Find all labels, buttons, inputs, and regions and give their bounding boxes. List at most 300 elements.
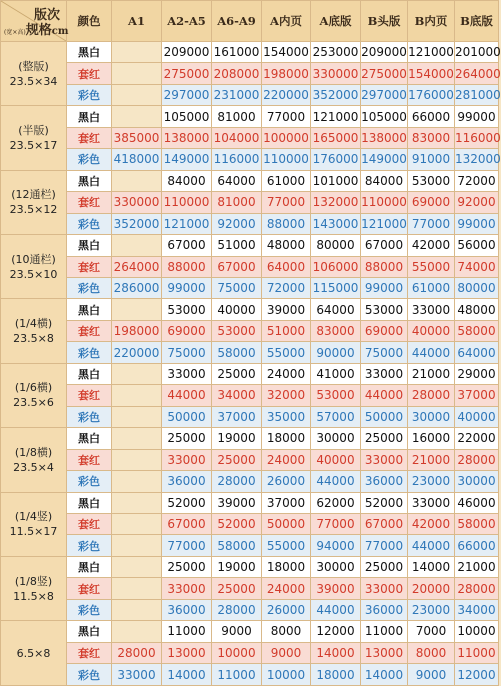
price-cell: 26000	[262, 599, 311, 620]
price-cell: 36000	[162, 471, 212, 492]
price-cell: 57000	[311, 406, 361, 427]
price-cell: 29000	[455, 363, 499, 384]
price-cell: 165000	[311, 127, 361, 148]
size-name: (1/8横)	[14, 445, 53, 459]
table-row	[1, 256, 499, 277]
color-type-cell: 套红	[67, 127, 112, 148]
color-type-cell: 套红	[67, 256, 112, 277]
price-cell: 53000	[408, 170, 455, 191]
color-type-cell: 套红	[67, 385, 112, 406]
price-cell: 18000	[311, 664, 361, 686]
price-cell: 143000	[311, 213, 361, 234]
price-cell: 21000	[408, 449, 455, 470]
table-row	[1, 192, 499, 213]
price-cell-a1	[112, 449, 162, 470]
size-cell	[1, 428, 67, 492]
table-row	[1, 320, 499, 341]
price-cell: 41000	[311, 363, 361, 384]
color-type-cell: 彩色	[67, 84, 112, 105]
price-cell: 58000	[455, 513, 499, 534]
price-cell: 77000	[361, 535, 408, 556]
price-cell: 297000	[162, 84, 212, 105]
price-cell-a1: 352000	[112, 213, 162, 234]
price-cell: 77000	[408, 213, 455, 234]
price-cell: 61000	[262, 170, 311, 191]
price-cell: 58000	[455, 320, 499, 341]
price-cell: 281000	[455, 84, 499, 105]
price-cell: 64000	[212, 170, 262, 191]
color-type-cell: 黑白	[67, 363, 112, 384]
price-cell: 12000	[311, 621, 361, 642]
price-cell: 72000	[262, 277, 311, 298]
price-cell: 46000	[455, 492, 499, 513]
price-cell: 40000	[455, 406, 499, 427]
price-cell: 28000	[455, 449, 499, 470]
price-cell: 110000	[361, 192, 408, 213]
color-type-cell: 黑白	[67, 106, 112, 127]
price-cell: 19000	[212, 428, 262, 449]
table-row	[1, 578, 499, 599]
price-cell-a1	[112, 428, 162, 449]
price-cell: 69000	[361, 320, 408, 341]
color-type-cell: 彩色	[67, 406, 112, 427]
price-cell: 14000	[408, 556, 455, 577]
price-cell: 67000	[162, 513, 212, 534]
table-row	[1, 449, 499, 470]
price-cell: 25000	[212, 363, 262, 384]
price-cell: 101000	[311, 170, 361, 191]
price-cell: 121000	[162, 213, 212, 234]
price-cell: 77000	[311, 513, 361, 534]
table-row	[1, 170, 499, 191]
price-cell: 33000	[361, 449, 408, 470]
color-type-cell: 黑白	[67, 556, 112, 577]
color-type-cell: 彩色	[67, 213, 112, 234]
size-cell	[1, 42, 67, 106]
price-cell: 154000	[408, 63, 455, 84]
price-cell: 24000	[262, 449, 311, 470]
price-cell: 9000	[262, 642, 311, 663]
corner-small-label: (宽×高)	[4, 29, 26, 36]
price-cell: 25000	[361, 428, 408, 449]
color-type-cell: 黑白	[67, 492, 112, 513]
size-cell	[1, 621, 67, 686]
price-cell: 80000	[311, 235, 361, 256]
col-header-color: 颜色	[67, 1, 112, 42]
price-cell: 80000	[455, 277, 499, 298]
color-type-cell: 黑白	[67, 428, 112, 449]
price-cell: 67000	[212, 256, 262, 277]
price-cell: 10000	[262, 664, 311, 686]
table-row	[1, 213, 499, 234]
price-cell: 69000	[162, 320, 212, 341]
price-cell-a1	[112, 63, 162, 84]
price-cell: 138000	[162, 127, 212, 148]
price-cell: 75000	[162, 342, 212, 363]
price-cell: 330000	[311, 63, 361, 84]
size-cell	[1, 170, 67, 234]
price-cell: 39000	[262, 299, 311, 320]
size-dimensions: 23.5×12	[9, 203, 58, 217]
price-cell: 116000	[455, 127, 499, 148]
price-cell: 75000	[212, 277, 262, 298]
price-cell: 64000	[311, 299, 361, 320]
price-cell: 48000	[455, 299, 499, 320]
table-row	[1, 621, 499, 642]
price-cell: 10000	[455, 621, 499, 642]
col-header-a6-a9: A6-A9	[212, 1, 262, 42]
price-cell: 35000	[262, 406, 311, 427]
size-cell	[1, 492, 67, 556]
price-cell: 33000	[361, 578, 408, 599]
price-cell: 99000	[455, 213, 499, 234]
price-cell-a1	[112, 106, 162, 127]
price-cell-a1	[112, 471, 162, 492]
price-cell: 14000	[361, 664, 408, 686]
size-name: (12通栏)	[11, 188, 56, 202]
price-cell: 30000	[408, 406, 455, 427]
price-cell: 352000	[311, 84, 361, 105]
price-cell: 21000	[408, 363, 455, 384]
price-cell: 25000	[162, 428, 212, 449]
color-type-cell: 彩色	[67, 535, 112, 556]
price-cell: 88000	[162, 256, 212, 277]
price-cell: 67000	[361, 513, 408, 534]
price-cell-a1: 198000	[112, 320, 162, 341]
price-cell: 209000	[361, 42, 408, 63]
price-cell: 201000	[455, 42, 499, 63]
table-row	[1, 106, 499, 127]
size-name: (10通栏)	[11, 252, 56, 266]
price-cell: 13000	[361, 642, 408, 663]
price-cell-a1	[112, 513, 162, 534]
price-cell-a1	[112, 578, 162, 599]
price-cell: 20000	[408, 578, 455, 599]
color-type-cell: 彩色	[67, 471, 112, 492]
price-cell: 11000	[212, 664, 262, 686]
corner-bottom-label	[4, 19, 68, 38]
price-cell: 11000	[162, 621, 212, 642]
color-type-cell: 套红	[67, 642, 112, 663]
price-cell: 25000	[212, 578, 262, 599]
price-cell: 14000	[162, 664, 212, 686]
price-cell: 94000	[311, 535, 361, 556]
price-cell: 25000	[361, 556, 408, 577]
header-row	[1, 1, 499, 42]
price-cell: 72000	[455, 170, 499, 191]
price-cell: 42000	[408, 235, 455, 256]
price-cell: 11000	[455, 642, 499, 663]
table-row	[1, 535, 499, 556]
color-type-cell: 套红	[67, 449, 112, 470]
size-dimensions: 23.5×34	[9, 74, 58, 88]
price-cell: 53000	[212, 320, 262, 341]
price-cell-a1	[112, 299, 162, 320]
price-cell: 8000	[262, 621, 311, 642]
price-cell: 84000	[162, 170, 212, 191]
col-header-a-inner: A内页	[262, 1, 311, 42]
price-cell: 18000	[262, 556, 311, 577]
price-cell: 198000	[262, 63, 311, 84]
price-cell-a1: 264000	[112, 256, 162, 277]
price-cell: 23000	[408, 599, 455, 620]
price-cell: 53000	[311, 385, 361, 406]
price-cell: 36000	[361, 471, 408, 492]
table-row	[1, 406, 499, 427]
price-cell-a1	[112, 42, 162, 63]
table-row	[1, 299, 499, 320]
size-dimensions: 23.5×10	[9, 267, 58, 281]
price-cell: 37000	[212, 406, 262, 427]
price-cell: 36000	[162, 599, 212, 620]
color-type-cell: 彩色	[67, 599, 112, 620]
price-cell: 110000	[262, 149, 311, 170]
price-cell: 55000	[262, 342, 311, 363]
col-header-b-front: B头版	[361, 1, 408, 42]
color-type-cell: 套红	[67, 320, 112, 341]
price-cell: 12000	[455, 664, 499, 686]
table-row	[1, 63, 499, 84]
price-cell: 92000	[455, 192, 499, 213]
price-cell: 176000	[408, 84, 455, 105]
table-row	[1, 513, 499, 534]
price-cell-a1	[112, 406, 162, 427]
price-cell: 21000	[455, 556, 499, 577]
price-cell: 88000	[361, 256, 408, 277]
price-cell: 33000	[162, 578, 212, 599]
price-cell: 58000	[212, 535, 262, 556]
color-type-cell: 黑白	[67, 621, 112, 642]
price-cell: 132000	[455, 149, 499, 170]
price-cell: 275000	[361, 63, 408, 84]
price-cell-a1: 28000	[112, 642, 162, 663]
price-cell: 32000	[262, 385, 311, 406]
price-cell: 33000	[162, 449, 212, 470]
size-cell	[1, 299, 67, 363]
price-cell: 26000	[262, 471, 311, 492]
price-cell: 64000	[455, 342, 499, 363]
price-cell: 88000	[262, 213, 311, 234]
price-cell: 220000	[262, 84, 311, 105]
price-cell: 30000	[455, 471, 499, 492]
price-cell: 55000	[262, 535, 311, 556]
table-row	[1, 385, 499, 406]
price-cell: 39000	[212, 492, 262, 513]
price-cell: 50000	[262, 513, 311, 534]
size-cell	[1, 556, 67, 620]
price-cell: 161000	[212, 42, 262, 63]
price-cell: 11000	[361, 621, 408, 642]
price-cell: 138000	[361, 127, 408, 148]
price-cell: 99000	[455, 106, 499, 127]
price-cell: 44000	[162, 385, 212, 406]
price-cell-a1	[112, 621, 162, 642]
price-cell: 77000	[262, 192, 311, 213]
price-cell-a1: 330000	[112, 192, 162, 213]
price-cell-a1	[112, 84, 162, 105]
color-type-cell: 彩色	[67, 149, 112, 170]
table-row	[1, 42, 499, 63]
price-cell: 64000	[262, 256, 311, 277]
price-cell: 53000	[162, 299, 212, 320]
price-cell: 22000	[455, 428, 499, 449]
table-body	[1, 42, 499, 686]
price-cell: 30000	[311, 556, 361, 577]
price-cell: 23000	[408, 471, 455, 492]
corner-spec-label: 规格	[25, 23, 52, 38]
price-cell: 24000	[262, 578, 311, 599]
size-dimensions: 23.5×17	[9, 139, 58, 153]
price-cell: 52000	[361, 492, 408, 513]
color-type-cell: 套红	[67, 513, 112, 534]
table-row	[1, 492, 499, 513]
price-cell: 51000	[262, 320, 311, 341]
corner-top-label: 版次	[33, 8, 60, 23]
price-cell: 67000	[162, 235, 212, 256]
price-cell: 9000	[408, 664, 455, 686]
price-cell: 40000	[311, 449, 361, 470]
price-cell: 8000	[408, 642, 455, 663]
price-cell: 7000	[408, 621, 455, 642]
price-cell: 28000	[455, 578, 499, 599]
price-cell-a1: 33000	[112, 664, 162, 686]
price-cell: 149000	[361, 149, 408, 170]
corner-header	[1, 1, 67, 42]
price-cell: 44000	[361, 385, 408, 406]
price-cell: 264000	[455, 63, 499, 84]
price-cell: 75000	[361, 342, 408, 363]
size-dimensions: 6.5×8	[16, 646, 51, 660]
price-cell: 55000	[408, 256, 455, 277]
price-cell: 74000	[455, 256, 499, 277]
price-cell: 106000	[311, 256, 361, 277]
size-dimensions: 11.5×8	[13, 589, 54, 603]
price-cell: 14000	[311, 642, 361, 663]
price-cell: 67000	[361, 235, 408, 256]
price-cell: 105000	[162, 106, 212, 127]
price-cell: 52000	[212, 513, 262, 534]
price-cell: 176000	[311, 149, 361, 170]
price-cell: 51000	[212, 235, 262, 256]
size-dimensions: 11.5×17	[9, 525, 58, 539]
corner-unit-label: cm	[51, 26, 69, 37]
col-header-b-inner: B内页	[408, 1, 455, 42]
price-cell: 28000	[212, 599, 262, 620]
price-cell: 18000	[262, 428, 311, 449]
price-cell: 99000	[361, 277, 408, 298]
price-cell: 25000	[212, 449, 262, 470]
price-cell: 69000	[408, 192, 455, 213]
price-cell-a1	[112, 385, 162, 406]
size-cell	[1, 235, 67, 299]
price-cell: 16000	[408, 428, 455, 449]
color-type-cell: 黑白	[67, 235, 112, 256]
price-cell: 44000	[408, 535, 455, 556]
col-header-a-back: A底版	[311, 1, 361, 42]
table-row	[1, 428, 499, 449]
price-cell: 83000	[408, 127, 455, 148]
price-cell: 99000	[162, 277, 212, 298]
color-type-cell: 彩色	[67, 277, 112, 298]
price-cell: 121000	[311, 106, 361, 127]
price-cell: 48000	[262, 235, 311, 256]
price-cell: 121000	[361, 213, 408, 234]
color-type-cell: 黑白	[67, 42, 112, 63]
table-row	[1, 642, 499, 663]
size-cell	[1, 363, 67, 427]
col-header-a1: A1	[112, 1, 162, 42]
price-cell: 44000	[311, 471, 361, 492]
price-cell: 91000	[408, 149, 455, 170]
price-cell: 81000	[212, 192, 262, 213]
price-cell: 34000	[455, 599, 499, 620]
price-cell: 90000	[311, 342, 361, 363]
size-dimensions: 23.5×4	[13, 460, 54, 474]
price-cell: 77000	[262, 106, 311, 127]
price-cell: 44000	[408, 342, 455, 363]
table-row	[1, 363, 499, 384]
color-type-cell: 黑白	[67, 299, 112, 320]
col-header-a2-a5: A2-A5	[162, 1, 212, 42]
price-cell: 24000	[262, 363, 311, 384]
price-cell: 231000	[212, 84, 262, 105]
price-cell: 53000	[361, 299, 408, 320]
price-cell-a1	[112, 170, 162, 191]
size-cell	[1, 106, 67, 170]
price-cell: 10000	[212, 642, 262, 663]
price-cell-a1: 418000	[112, 149, 162, 170]
price-cell: 33000	[408, 492, 455, 513]
price-cell: 40000	[408, 320, 455, 341]
price-cell: 33000	[408, 299, 455, 320]
col-header-b-back: B底版	[455, 1, 499, 42]
color-type-cell: 套红	[67, 578, 112, 599]
price-cell: 61000	[408, 277, 455, 298]
price-cell: 209000	[162, 42, 212, 63]
price-cell: 115000	[311, 277, 361, 298]
price-cell: 110000	[162, 192, 212, 213]
table-row	[1, 149, 499, 170]
price-cell: 25000	[162, 556, 212, 577]
price-cell: 33000	[162, 363, 212, 384]
price-cell: 253000	[311, 42, 361, 63]
price-cell: 132000	[311, 192, 361, 213]
price-cell-a1	[112, 492, 162, 513]
price-cell: 81000	[212, 106, 262, 127]
price-cell: 84000	[361, 170, 408, 191]
color-type-cell: 彩色	[67, 342, 112, 363]
size-name: (半版)	[18, 124, 49, 138]
price-cell: 297000	[361, 84, 408, 105]
price-cell: 9000	[212, 621, 262, 642]
table-row	[1, 84, 499, 105]
price-cell: 37000	[455, 385, 499, 406]
price-cell: 34000	[212, 385, 262, 406]
price-cell: 13000	[162, 642, 212, 663]
price-cell-a1: 385000	[112, 127, 162, 148]
price-cell: 92000	[212, 213, 262, 234]
table-row	[1, 664, 499, 686]
price-cell: 56000	[455, 235, 499, 256]
price-cell: 52000	[162, 492, 212, 513]
color-type-cell: 黑白	[67, 170, 112, 191]
table-row	[1, 235, 499, 256]
price-cell-a1	[112, 556, 162, 577]
price-cell: 33000	[361, 363, 408, 384]
price-cell: 19000	[212, 556, 262, 577]
price-cell: 30000	[311, 428, 361, 449]
price-cell: 154000	[262, 42, 311, 63]
